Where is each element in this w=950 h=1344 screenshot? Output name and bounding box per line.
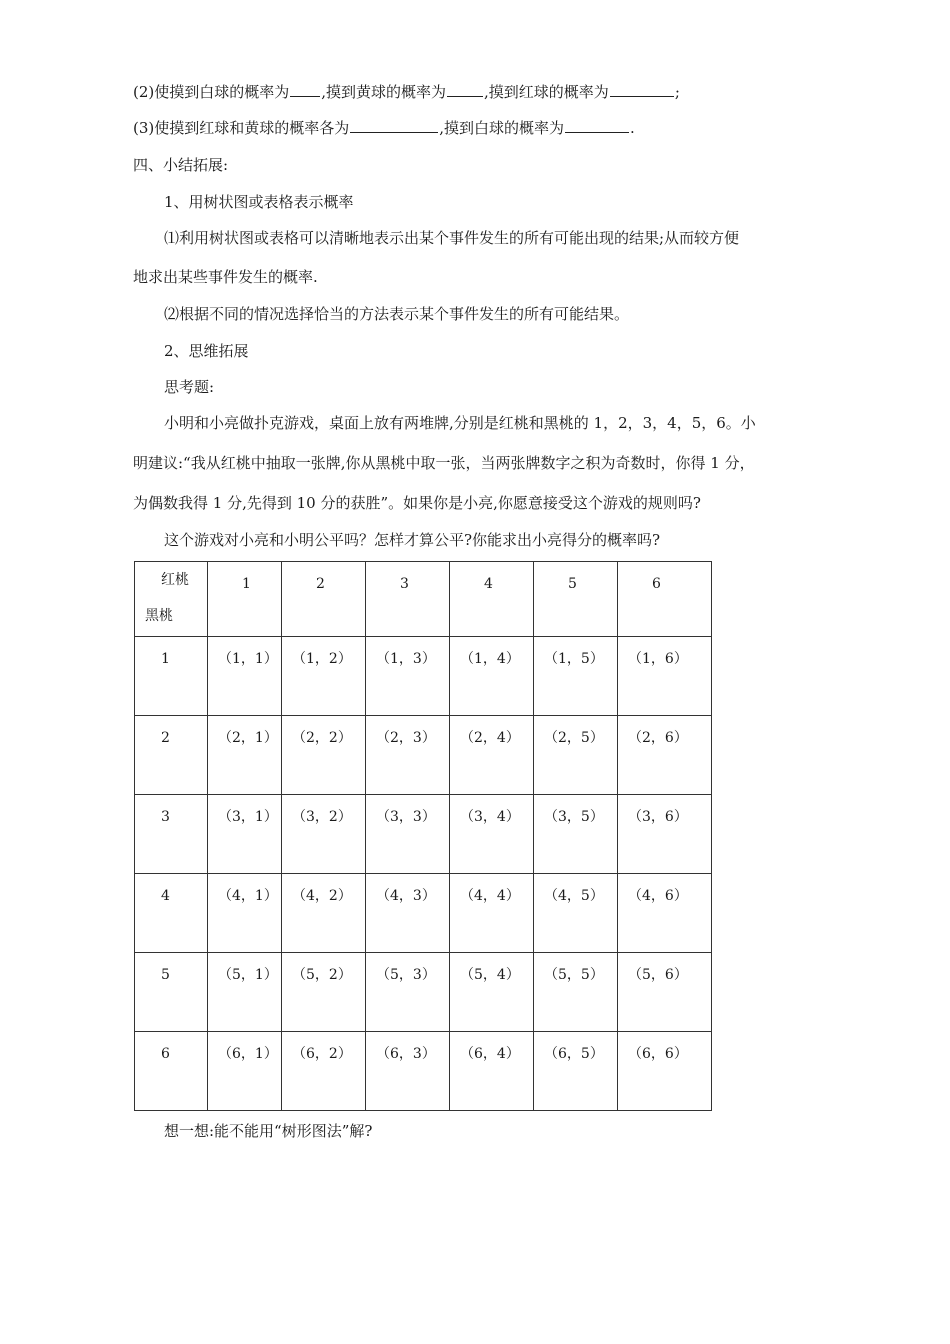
table-header-row <box>135 562 712 637</box>
blank-red-yellow-prob[interactable] <box>350 118 438 133</box>
table-cell: （6，5） <box>534 1032 618 1111</box>
blank-white-prob-2[interactable] <box>565 118 629 133</box>
table-cell: （1，4） <box>450 637 534 716</box>
table-row <box>135 953 712 1032</box>
table-cell: （2，6） <box>618 716 712 795</box>
row-label: 2 <box>135 716 208 795</box>
table-cell: （5，4） <box>450 953 534 1032</box>
table-row <box>135 795 712 874</box>
q2-prefix: (2)使摸到白球的概率为 <box>133 83 290 101</box>
table-cell: （6，4） <box>450 1032 534 1111</box>
q3-prefix: (3)使摸到红球和黄球的概率各为 <box>133 119 350 137</box>
table-cell: （3，2） <box>282 795 366 874</box>
row-label: 5 <box>135 953 208 1032</box>
corner-bottom: 黑桃 <box>145 608 173 624</box>
header-cell: 2 <box>282 562 366 637</box>
row-label: 1 <box>135 637 208 716</box>
row-label: 6 <box>135 1032 208 1111</box>
table-row <box>135 874 712 953</box>
table-cell: （5，1） <box>208 953 282 1032</box>
table-cell: （2，1） <box>208 716 282 795</box>
header-cell: 3 <box>366 562 450 637</box>
story-line-1: 小明和小亮做扑克游戏，桌面上放有两堆牌,分别是红桃和黑桃的 1，2，3，4，5，6。小 <box>164 414 756 432</box>
story-line-2: 明建议:“我从红桃中抽取一张牌,你从黑桃中取一张，当两张牌数字之积为奇数时，你得 1 分， <box>133 454 755 472</box>
table-cell: （4，4） <box>450 874 534 953</box>
table-cell: （2，2） <box>282 716 366 795</box>
outcome-table <box>134 561 712 1111</box>
header-cell: 5 <box>534 562 618 637</box>
table-cell: （4，1） <box>208 874 282 953</box>
row-label: 4 <box>135 874 208 953</box>
blank-yellow-prob[interactable] <box>447 82 483 97</box>
paragraph-1a: ⑴利用树状图或表格可以清晰地表示出某个事件发生的所有可能出现的结果;从而较方便 <box>164 229 740 247</box>
think-label: 思考题: <box>164 378 215 396</box>
subheading-2: 2、思维拓展 <box>164 342 249 360</box>
q2-mid2: ,摸到红球的概率为 <box>484 83 609 101</box>
header-cell: 4 <box>450 562 534 637</box>
subheading-1: 1、用树状图或表格表示概率 <box>164 193 354 211</box>
paragraph-1b: 地求出某些事件发生的概率. <box>133 268 318 286</box>
table-cell: （6，2） <box>282 1032 366 1111</box>
table-row <box>135 716 712 795</box>
table-cell: （6，1） <box>208 1032 282 1111</box>
section-heading: 四、小结拓展: <box>133 156 229 174</box>
table-cell: （2，3） <box>366 716 450 795</box>
closing-question: 想一想:能不能用“树形图法”解? <box>164 1122 373 1140</box>
blank-red-prob[interactable] <box>610 82 674 97</box>
table-cell: （6，6） <box>618 1032 712 1111</box>
story-line-3: 为偶数我得 1 分,先得到 10 分的获胜”。如果你是小亮,你愿意接受这个游戏的规则吗? <box>133 494 701 512</box>
paragraph-2: ⑵根据不同的情况选择恰当的方法表示某个事件发生的所有可能结果。 <box>164 305 630 323</box>
table-cell: （3，1） <box>208 795 282 874</box>
table-cell: （1，6） <box>618 637 712 716</box>
table-cell: （5，2） <box>282 953 366 1032</box>
table-cell: （3，3） <box>366 795 450 874</box>
table-cell: （5，6） <box>618 953 712 1032</box>
table-cell: （1，5） <box>534 637 618 716</box>
table-cell: （4，6） <box>618 874 712 953</box>
table-cell: （3，6） <box>618 795 712 874</box>
header-cell: 1 <box>208 562 282 637</box>
q3-end: . <box>630 119 635 137</box>
question-2 <box>133 82 680 102</box>
q2-end: ; <box>674 83 680 101</box>
fairness-question: 这个游戏对小亮和小明公平吗？怎样才算公平?你能求出小亮得分的概率吗? <box>164 531 661 549</box>
corner-top: 红桃 <box>161 572 189 588</box>
table-cell: （1，3） <box>366 637 450 716</box>
q3-mid: ,摸到白球的概率为 <box>439 119 565 137</box>
question-3 <box>133 118 635 138</box>
header-cell: 6 <box>618 562 712 637</box>
table-cell: （4，5） <box>534 874 618 953</box>
table-cell: （1，1） <box>208 637 282 716</box>
table-cell: （4，3） <box>366 874 450 953</box>
table-cell: （5，3） <box>366 953 450 1032</box>
table-cell: （1，2） <box>282 637 366 716</box>
table-row <box>135 1032 712 1111</box>
table-cell: （5，5） <box>534 953 618 1032</box>
table-cell: （3，4） <box>450 795 534 874</box>
table-cell: （6，3） <box>366 1032 450 1111</box>
corner-cell <box>135 562 208 637</box>
table-cell: （4，2） <box>282 874 366 953</box>
table-cell: （2，5） <box>534 716 618 795</box>
table-cell: （3，5） <box>534 795 618 874</box>
row-label: 3 <box>135 795 208 874</box>
table-row <box>135 637 712 716</box>
blank-white-prob[interactable] <box>290 82 320 97</box>
table-cell: （2，4） <box>450 716 534 795</box>
q2-mid1: ,摸到黄球的概率为 <box>321 83 447 101</box>
